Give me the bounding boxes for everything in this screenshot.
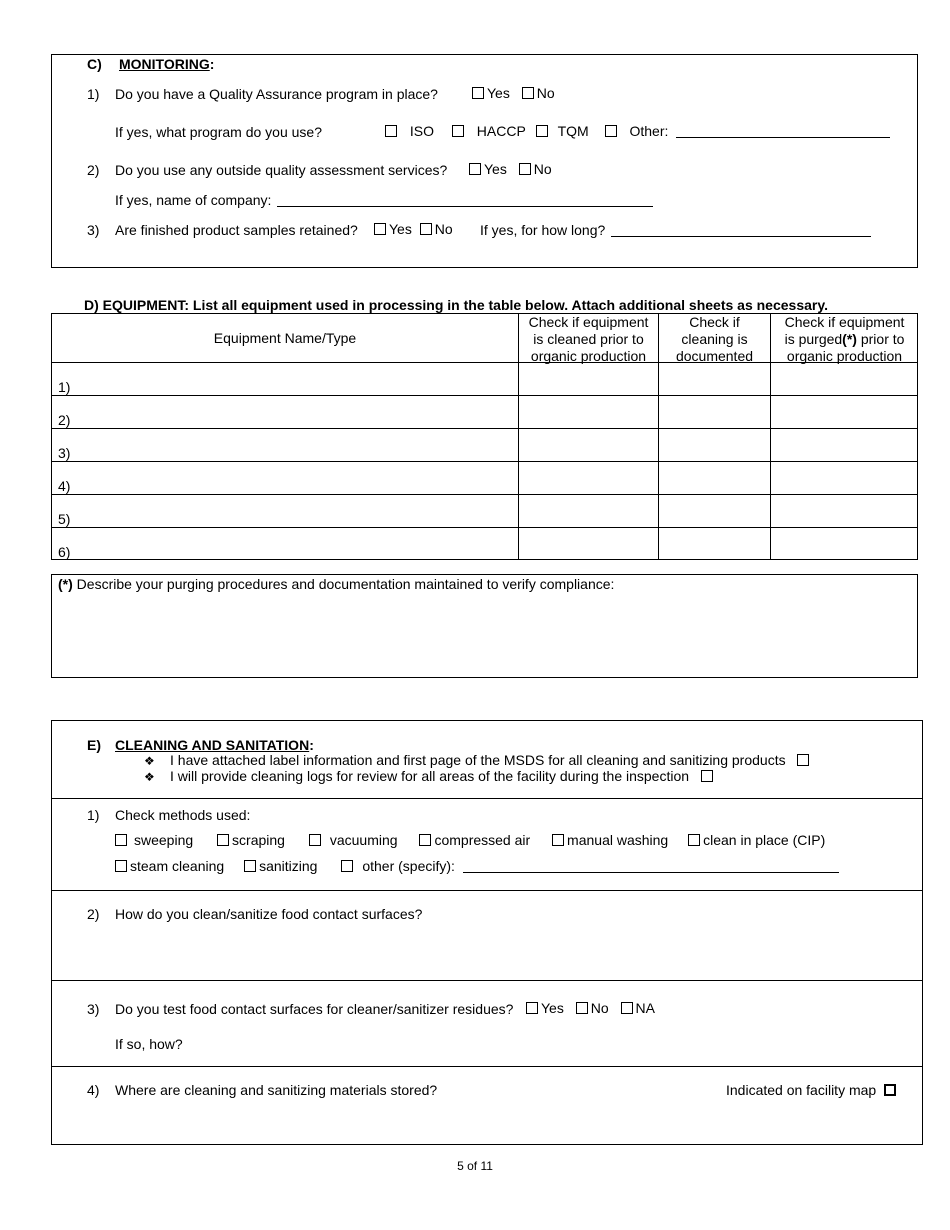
- retention-label: If yes, for how long?: [480, 222, 606, 238]
- qa-yes-checkbox[interactable]: [472, 87, 484, 99]
- cleaning-documented-header-line1: Check if: [689, 314, 740, 330]
- other-method-checkbox[interactable]: [341, 860, 353, 872]
- monitoring-title: [119, 56, 214, 72]
- purging-procedures-label: [58, 576, 614, 592]
- cleaning-divider-2: [51, 890, 923, 891]
- other-program-label: Other:: [629, 123, 669, 139]
- monitoring-q1-text: Do you have a Quality Assurance program in place?: [115, 86, 438, 102]
- monitoring-q3-text: Are finished product samples retained?: [115, 222, 358, 238]
- cleaning-documented-header-line3: documented: [675, 348, 754, 364]
- company-name-field[interactable]: [277, 194, 653, 207]
- samples-yes-label: Yes: [389, 221, 412, 237]
- cleaning-divider-1: [51, 798, 923, 799]
- outside-qa-yes-label: Yes: [484, 161, 507, 177]
- residue-followup: If so, how?: [115, 1036, 183, 1052]
- residue-na-checkbox[interactable]: [621, 1002, 633, 1014]
- sweeping-checkbox[interactable]: [115, 834, 127, 846]
- equipment-row-divider-4: [51, 494, 918, 495]
- purged-prior-header-star: (*): [842, 331, 857, 347]
- cleaning-title: [115, 737, 314, 753]
- samples-no-label: No: [434, 221, 453, 237]
- samples-no-checkbox[interactable]: [420, 223, 432, 235]
- qa-no-label: No: [536, 85, 555, 101]
- msds-checkbox[interactable]: [797, 754, 809, 766]
- monitoring-letter: C): [87, 56, 102, 72]
- residue-no-checkbox[interactable]: [576, 1002, 588, 1014]
- tqm-label: TQM: [557, 123, 589, 139]
- cleaning-letter: E): [87, 737, 101, 753]
- diamond-bullet-icon: ❖: [144, 754, 155, 768]
- outside-qa-no-label: No: [533, 161, 552, 177]
- tqm-checkbox[interactable]: [536, 125, 548, 137]
- cleaning-q2-number: 2): [87, 906, 100, 922]
- cleaning-title-colon: :: [309, 737, 314, 753]
- equipment-row-2-number: 2): [58, 412, 71, 428]
- equipment-row-6-number: 6): [58, 544, 71, 560]
- iso-label: ISO: [409, 123, 435, 139]
- cleaning-logs-bullet: [144, 768, 716, 784]
- cleaning-q1-number: 1): [87, 807, 100, 823]
- other-program-field[interactable]: [676, 125, 890, 138]
- msds-bullet-text: I have attached label information and first page of the MSDS for all cleaning and sanitizing products: [170, 752, 786, 768]
- facility-map-label: Indicated on facility map: [726, 1082, 877, 1098]
- cleaning-documented-header: [659, 314, 770, 365]
- monitoring-title-text: MONITORING: [119, 56, 210, 72]
- equipment-row-divider-1: [51, 395, 918, 396]
- equipment-row-1-number: 1): [58, 379, 71, 395]
- scraping-checkbox[interactable]: [217, 834, 229, 846]
- cleaning-documented-header-line2: cleaning is: [681, 331, 748, 347]
- equipment-heading: D) EQUIPMENT: List all equipment used in processing in the table below. Attach additional sheets as necessary.: [84, 297, 828, 313]
- purged-prior-header-line2c: prior to: [856, 331, 905, 347]
- company-name-row: [115, 192, 653, 208]
- samples-retained-choice: [372, 221, 453, 237]
- cleaning-q4-text: Where are cleaning and sanitizing materials stored?: [115, 1082, 438, 1098]
- facility-map-checkbox[interactable]: [884, 1084, 896, 1096]
- samples-yes-checkbox[interactable]: [374, 223, 386, 235]
- cleaned-prior-header-line1: Check if equipment: [528, 314, 649, 330]
- monitoring-q1-number: 1): [87, 86, 100, 102]
- vacuuming-checkbox[interactable]: [309, 834, 321, 846]
- manual-washing-label: manual washing: [567, 832, 669, 848]
- cleaned-prior-header-line3: organic production: [530, 348, 647, 364]
- qa-program-choice: [470, 85, 555, 101]
- purged-prior-header-line2: [771, 331, 918, 348]
- residue-na-label: NA: [635, 1000, 655, 1016]
- qa-no-checkbox[interactable]: [522, 87, 534, 99]
- equipment-row-4-number: 4): [58, 478, 71, 494]
- purged-prior-header-line3: organic production: [786, 348, 903, 364]
- outside-qa-yes-checkbox[interactable]: [469, 163, 481, 175]
- scraping-label: scraping: [232, 832, 285, 848]
- purging-star: (*): [58, 576, 73, 592]
- cleaned-prior-header-line2: is cleaned prior to: [533, 331, 644, 347]
- cleaning-divider-3: [51, 980, 923, 981]
- cleaning-q4-number: 4): [87, 1082, 100, 1098]
- equipment-row-3-number: 3): [58, 445, 71, 461]
- qa-yes-label: Yes: [487, 85, 510, 101]
- cleaning-divider-4: [51, 1066, 923, 1067]
- haccp-label: HACCP: [476, 123, 526, 139]
- cleaning-q3-number: 3): [87, 1001, 100, 1017]
- equipment-row-5-number: 5): [58, 511, 71, 527]
- sanitizing-checkbox[interactable]: [244, 860, 256, 872]
- residue-yes-checkbox[interactable]: [526, 1002, 538, 1014]
- cleaning-logs-checkbox[interactable]: [701, 770, 713, 782]
- equipment-row-divider-5: [51, 527, 918, 528]
- monitoring-title-colon: :: [209, 56, 215, 72]
- retention-row: [480, 222, 871, 238]
- methods-row-1: [113, 832, 825, 848]
- other-method-field[interactable]: [463, 860, 839, 873]
- cleaning-q3-text: Do you test food contact surfaces for cleaner/sanitizer residues?: [115, 1001, 514, 1017]
- purging-text: Describe your purging procedures and documentation maintained to verify compliance:: [72, 576, 615, 592]
- methods-row-2: [113, 858, 839, 874]
- cleaning-q2-text: How do you clean/sanitize food contact surfaces?: [115, 906, 423, 922]
- equipment-row-divider-2: [51, 428, 918, 429]
- iso-checkbox[interactable]: [385, 125, 397, 137]
- steam-cleaning-checkbox[interactable]: [115, 860, 127, 872]
- cleaned-prior-header: [519, 314, 658, 365]
- residue-test-choice: [524, 1000, 655, 1016]
- equipment-name-header: Equipment Name/Type: [213, 330, 357, 346]
- vacuuming-label: vacuuming: [329, 832, 398, 848]
- cleaning-logs-text: I will provide cleaning logs for review for all areas of the facility during the inspection: [170, 768, 690, 784]
- residue-yes-label: Yes: [541, 1000, 564, 1016]
- purged-prior-header-line2a: is purged: [784, 331, 843, 347]
- qa-program-followup: If yes, what program do you use?: [115, 124, 322, 140]
- cip-label: clean in place (CIP): [703, 832, 826, 848]
- cleaning-q1-text: Check methods used:: [115, 807, 251, 823]
- page-number: 5 of 11: [457, 1159, 493, 1173]
- sanitizing-label: sanitizing: [259, 858, 318, 874]
- msds-bullet: [144, 752, 812, 768]
- steam-cleaning-label: steam cleaning: [130, 858, 225, 874]
- other-program-checkbox[interactable]: [605, 125, 617, 137]
- purged-prior-header-line1: Check if equipment: [784, 314, 905, 330]
- facility-map-row: [726, 1082, 899, 1098]
- residue-no-label: No: [590, 1000, 609, 1016]
- monitoring-q2-text: Do you use any outside quality assessment services?: [115, 162, 448, 178]
- diamond-bullet-icon: ❖: [144, 770, 155, 784]
- monitoring-q2-number: 2): [87, 162, 100, 178]
- cleaning-title-text: CLEANING AND SANITATION: [115, 737, 310, 753]
- equipment-row-divider-3: [51, 461, 918, 462]
- sweeping-label: sweeping: [134, 832, 194, 848]
- monitoring-q3-number: 3): [87, 222, 100, 238]
- purged-prior-header: [771, 314, 918, 365]
- haccp-checkbox[interactable]: [452, 125, 464, 137]
- cip-checkbox[interactable]: [688, 834, 700, 846]
- compressed-air-label: compressed air: [434, 832, 531, 848]
- company-name-label: If yes, name of company:: [115, 192, 272, 208]
- other-method-label: other (specify):: [362, 858, 455, 874]
- outside-qa-no-checkbox[interactable]: [519, 163, 531, 175]
- retention-field[interactable]: [611, 224, 871, 237]
- qa-program-options: [383, 123, 890, 139]
- compressed-air-checkbox[interactable]: [419, 834, 431, 846]
- outside-qa-choice: [467, 161, 552, 177]
- manual-washing-checkbox[interactable]: [552, 834, 564, 846]
